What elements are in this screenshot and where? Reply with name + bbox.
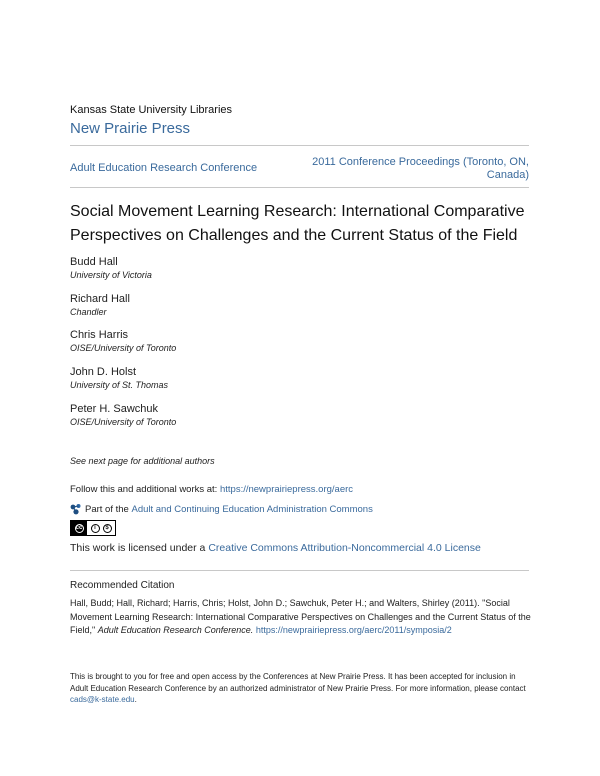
recommended-citation-heading: Recommended Citation	[70, 580, 175, 591]
part-of-line	[70, 503, 373, 515]
access-notice-end: .	[134, 695, 137, 704]
aerc-url-link[interactable]: https://newprairiepress.org/aerc	[219, 484, 354, 495]
author-name: John D. Holst	[70, 366, 137, 378]
header-divider	[70, 145, 529, 146]
author-affiliation: University of St. Thomas	[70, 380, 169, 390]
license-prefix: This work is licensed under a	[70, 542, 209, 554]
author-affiliation: OISE/University of Toronto	[70, 417, 177, 427]
paper-title: Social Movement Learning Research: International Comparative Perspectives on Challenges and the Current Status of the Field	[70, 203, 525, 244]
author-name: Budd Hall	[70, 256, 118, 268]
recommended-citation	[70, 597, 532, 638]
proceedings-collection-link[interactable]: 2011 Conference Proceedings (Toronto, ON, Canada)	[312, 156, 529, 181]
library-name: Kansas State University Libraries	[70, 104, 233, 116]
series-divider	[70, 187, 529, 188]
follow-prefix: Follow this and additional works at:	[70, 484, 220, 495]
citation-journal: Adult Education Research Conference.	[97, 625, 254, 635]
citation-divider	[70, 570, 529, 571]
author-name: Richard Hall	[70, 293, 130, 305]
license-line	[70, 542, 481, 554]
author-block	[70, 256, 152, 280]
follow-line	[70, 484, 353, 495]
cc-license-badge[interactable]	[70, 520, 116, 536]
citation-text: Hall, Budd; Hall, Richard; Harris, Chris; Holst, John D.; Sawchuk, Peter H.; and Walters, Shirley (2011). "Social Movement Learning Research: International Comparative Perspectives on Challenges and the Current Status of the Field,"	[70, 598, 531, 635]
conference-series-link[interactable]: Adult Education Research Conference	[70, 162, 258, 174]
author-name: Chris Harris	[70, 329, 129, 341]
license-link[interactable]: Creative Commons Attribution-Noncommercial 4.0 License	[208, 542, 481, 554]
nc-icon: $	[103, 524, 112, 533]
author-block	[70, 366, 168, 390]
author-affiliation: OISE/University of Toronto	[70, 343, 177, 353]
commons-link[interactable]: Adult and Continuing Education Administration Commons	[131, 503, 373, 515]
author-block	[70, 329, 176, 353]
contact-email-link[interactable]: cads@k-state.edu	[70, 695, 135, 704]
access-notice	[70, 671, 532, 706]
see-next-page-note: See next page for additional authors	[70, 456, 215, 466]
part-of-prefix: Part of the	[85, 503, 129, 515]
by-icon: i	[91, 524, 100, 533]
author-block	[70, 293, 130, 317]
author-affiliation: University of Victoria	[70, 270, 152, 280]
network-icon	[70, 503, 82, 515]
author-block	[70, 403, 176, 427]
press-home-link[interactable]: New Prairie Press	[70, 120, 191, 137]
author-affiliation: Chandler	[70, 307, 107, 317]
cc-icon: cc	[71, 521, 87, 535]
access-notice-text: This is brought to you for free and open access by the Conferences at New Prairie Press. It has been accepted for inclusion in Adult Education Research Conference by an authorized administrator of New Prairie Press. For more information, please contact	[70, 672, 526, 693]
citation-url-link[interactable]: https://newprairiepress.org/aerc/2011/symposia/2	[255, 625, 452, 635]
author-name: Peter H. Sawchuk	[70, 403, 159, 415]
